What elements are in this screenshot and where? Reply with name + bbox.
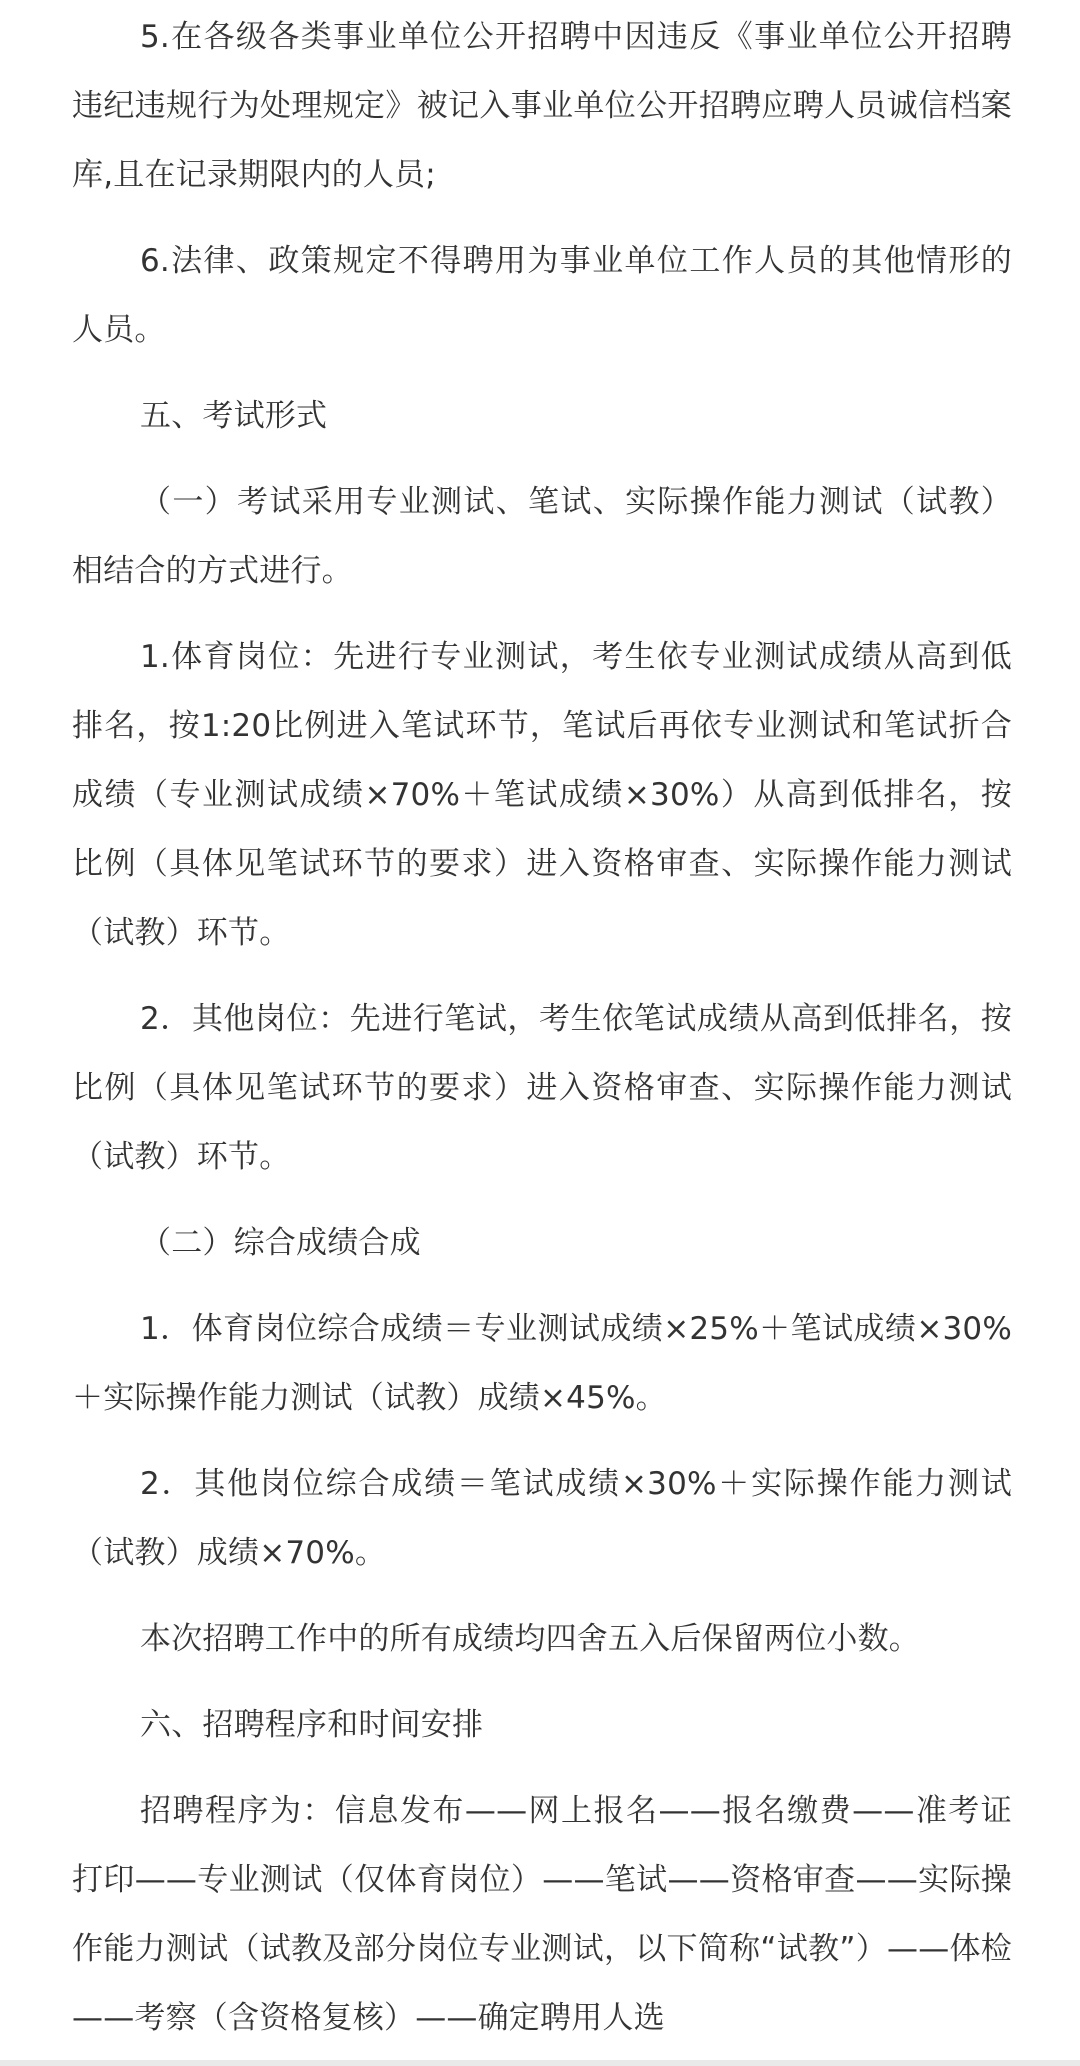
- paragraph-sports-composite-formula: 1．体育岗位综合成绩＝专业测试成绩×25%＋笔试成绩×30%＋实际操作能力测试（试教）成绩×45%。: [72, 1311, 1012, 1416]
- paragraph-other-position-process: 2．其他岗位：先进行笔试，考生依笔试成绩从高到低排名，按比例（具体见笔试环节的要求）进入资格审查、实际操作能力测试（试教）环节。: [72, 1001, 1012, 1175]
- subsection-heading-exam-method: （一）考试采用专业测试、笔试、实际操作能力测试（试教）相结合的方式进行。: [72, 484, 1012, 589]
- paragraph-rounding-rule: 本次招聘工作中的所有成绩均四舍五入后保留两位小数。: [140, 1621, 920, 1657]
- page-bottom-divider: [0, 2060, 1080, 2066]
- paragraph-disqualification-item-5: 5.在各级各类事业单位公开招聘中因违反《事业单位公开招聘违纪违规行为处理规定》被记入事业单位公开招聘应聘人员诚信档案库,且在记录期限内的人员;: [72, 19, 1012, 193]
- paragraph-recruitment-procedure: 招聘程序为：信息发布——网上报名——报名缴费——准考证打印——专业测试（仅体育岗位）——笔试——资格审查——实际操作能力测试（试教及部分岗位专业测试，以下简称“试教”）——体检——考察（含资格复核）——确定聘用人选: [72, 1793, 1012, 2036]
- paragraph-sports-position-process: 1.体育岗位：先进行专业测试，考生依专业测试成绩从高到低排名，按1:20比例进入笔试环节，笔试后再依专业测试和笔试折合成绩（专业测试成绩×70%＋笔试成绩×30%）从高到低排名，按比例（具体见笔试环节的要求）进入资格审查、实际操作能力测试（试教）环节。: [72, 639, 1012, 951]
- paragraph-other-composite-formula: 2．其他岗位综合成绩＝笔试成绩×30%＋实际操作能力测试（试教）成绩×70%。: [72, 1466, 1012, 1571]
- section-heading-procedure-schedule: 六、招聘程序和时间安排: [140, 1707, 484, 1743]
- article-body: [72, 0, 1012, 2053]
- section-heading-exam-format: 五、考试形式: [140, 398, 328, 434]
- paragraph-disqualification-item-6: 6.法律、政策规定不得聘用为事业单位工作人员的其他情形的人员。: [72, 243, 1012, 348]
- subsection-heading-composite-score: （二）综合成绩合成: [140, 1225, 421, 1261]
